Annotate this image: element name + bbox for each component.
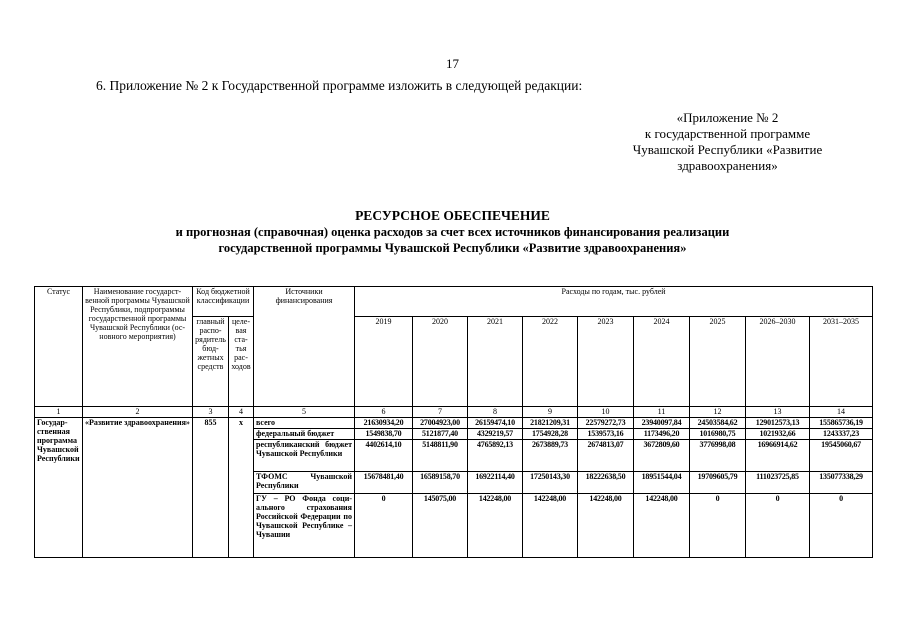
appendix-line: здравоохранения» — [677, 158, 778, 173]
value-cell: 3672809,60 — [634, 440, 690, 472]
column-number: 14 — [810, 407, 873, 418]
column-number: 1 — [35, 407, 83, 418]
column-number: 8 — [468, 407, 523, 418]
header-budget-code: Код бюджетной классификации — [193, 287, 254, 317]
title-subtitle-2: государственной программы Чувашской Республики «Развитие здравоохранения» — [218, 241, 687, 255]
value-cell: 18951544,04 — [634, 472, 690, 494]
value-cell: 3776998,08 — [690, 440, 746, 472]
value-cell: 1754928,28 — [523, 429, 578, 440]
value-cell: 129012573,13 — [746, 418, 810, 429]
column-number: 10 — [578, 407, 634, 418]
source-cell: республиканский бюджет Чувашской Республики — [254, 440, 355, 472]
header-program-name: Наименование государственной программы Чувашской Республики, подпрограммы государственной программы Чувашской Республики (основного мероприятия) — [83, 287, 193, 407]
value-cell: 1021932,66 — [746, 429, 810, 440]
code-target-cell: х — [229, 418, 254, 558]
column-number: 13 — [746, 407, 810, 418]
resource-table — [34, 286, 873, 558]
value-cell: 15678481,40 — [355, 472, 413, 494]
value-cell: 16589158,70 — [413, 472, 468, 494]
column-number: 4 — [229, 407, 254, 418]
value-cell: 19545060,67 — [810, 440, 873, 472]
value-cell: 1549838,70 — [355, 429, 413, 440]
header-year: 2020 — [413, 317, 468, 407]
value-cell: 0 — [355, 494, 413, 558]
column-number: 11 — [634, 407, 690, 418]
value-cell: 17250143,30 — [523, 472, 578, 494]
header-year: 2025 — [690, 317, 746, 407]
value-cell: 1016980,75 — [690, 429, 746, 440]
value-cell: 142248,00 — [634, 494, 690, 558]
header-year: 2021 — [468, 317, 523, 407]
value-cell: 0 — [810, 494, 873, 558]
intro-text: 6. Приложение № 2 к Государственной программе изложить в следующей редакции: — [96, 78, 583, 93]
value-cell: 1243337,23 — [810, 429, 873, 440]
value-cell: 0 — [690, 494, 746, 558]
header-year: 2019 — [355, 317, 413, 407]
value-cell: 26159474,10 — [468, 418, 523, 429]
value-cell: 24503584,62 — [690, 418, 746, 429]
value-cell: 16922114,40 — [468, 472, 523, 494]
page-number: 17 — [446, 56, 459, 71]
value-cell: 142248,00 — [578, 494, 634, 558]
value-cell: 155865736,19 — [810, 418, 873, 429]
column-number: 7 — [413, 407, 468, 418]
header-sources: Источники финансирования — [254, 287, 355, 407]
value-cell: 23940097,84 — [634, 418, 690, 429]
column-number: 5 — [254, 407, 355, 418]
header-expenses: Расходы по годам, тыс. рублей — [355, 287, 873, 317]
value-cell: 21630934,20 — [355, 418, 413, 429]
value-cell: 4402614,10 — [355, 440, 413, 472]
title-main: РЕСУРСНОЕ ОБЕСПЕЧЕНИЕ — [355, 208, 550, 223]
status-cell: Государственная программа Чувашской Республики — [35, 418, 83, 558]
value-cell: 16966914,62 — [746, 440, 810, 472]
column-number: 2 — [83, 407, 193, 418]
value-cell: 4765892,13 — [468, 440, 523, 472]
value-cell: 1173496,20 — [634, 429, 690, 440]
column-number-row — [35, 407, 873, 418]
value-cell: 111023725,85 — [746, 472, 810, 494]
header-year: 2022 — [523, 317, 578, 407]
header-code-target: целевая статья расходов — [229, 317, 254, 407]
value-cell: 22579272,73 — [578, 418, 634, 429]
document-title — [0, 208, 905, 256]
column-number: 9 — [523, 407, 578, 418]
header-code-main: главный распорядитель бюджетных средств — [193, 317, 229, 407]
value-cell: 4329219,57 — [468, 429, 523, 440]
column-number: 12 — [690, 407, 746, 418]
value-cell: 19709605,79 — [690, 472, 746, 494]
value-cell: 0 — [746, 494, 810, 558]
value-cell: 145075,00 — [413, 494, 468, 558]
value-cell: 142248,00 — [523, 494, 578, 558]
value-cell: 2674813,07 — [578, 440, 634, 472]
header-year: 2031–2035 — [810, 317, 873, 407]
table-row — [35, 418, 873, 429]
title-subtitle-1: и прогнозная (справочная) оценка расходов за счет всех источников финансирования реализации — [175, 225, 730, 239]
value-cell: 2673889,73 — [523, 440, 578, 472]
header-status: Статус — [35, 287, 83, 407]
value-cell: 5121877,40 — [413, 429, 468, 440]
value-cell: 1539573,16 — [578, 429, 634, 440]
value-cell: 21821209,31 — [523, 418, 578, 429]
value-cell: 18222638,50 — [578, 472, 634, 494]
header-row — [35, 287, 873, 317]
value-cell: 135077338,29 — [810, 472, 873, 494]
column-number: 3 — [193, 407, 229, 418]
appendix-line: Чувашской Республики «Развитие — [632, 142, 823, 157]
source-cell: ГУ – РО Фонда социального страхования Российской Федерации по Чувашской Республике – Чувашии — [254, 494, 355, 558]
column-number: 6 — [355, 407, 413, 418]
header-year: 2023 — [578, 317, 634, 407]
code-main-cell: 855 — [193, 418, 229, 558]
value-cell: 27004923,00 — [413, 418, 468, 429]
source-cell: ТФОМС Чувашской Республики — [254, 472, 355, 494]
appendix-line: к государственной программе — [644, 126, 811, 141]
value-cell: 142248,00 — [468, 494, 523, 558]
source-cell: федеральный бюджет — [254, 429, 355, 440]
header-year: 2024 — [634, 317, 690, 407]
program-name-cell: «Развитие здравоохранения» — [83, 418, 193, 558]
source-cell: всего — [254, 418, 355, 429]
value-cell: 5148811,90 — [413, 440, 468, 472]
appendix-line: «Приложение № 2 — [676, 110, 779, 125]
appendix-reference — [600, 110, 855, 174]
header-year: 2026–2030 — [746, 317, 810, 407]
